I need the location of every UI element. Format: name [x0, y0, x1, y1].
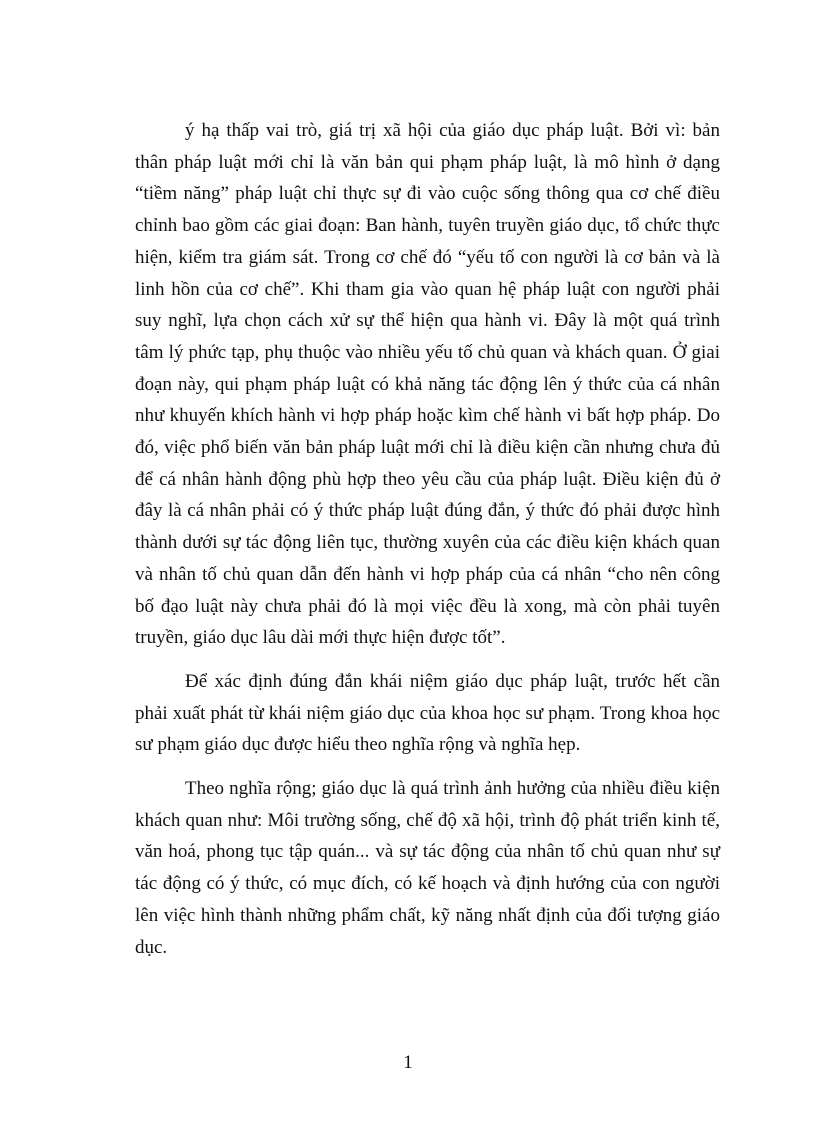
page-number: 1	[403, 1052, 413, 1073]
paragraph-1: ý hạ thấp vai trò, giá trị xã hội của giáo dục pháp luật. Bởi vì: bản thân pháp luật mới chỉ là văn bản qui phạm pháp luật, là mô hình ở dạng “tiềm năng” pháp luật chỉ thực sự đi vào cuộc sống thông qua cơ chế điều chỉnh bao gồm các giai đoạn: Ban hành, tuyên truyền giáo dục, tổ chức thực hiện, kiểm tra giám sát. Trong cơ chế đó “yếu tố con người là cơ bản và là linh hồn của cơ chế”. Khi tham gia vào quan hệ pháp luật con người phải suy nghĩ, lựa chọn cách xử sự thể hiện qua hành vi. Đây là một quá trình tâm lý phức tạp, phụ thuộc vào nhiều yếu tố chủ quan và khách quan. Ở giai đoạn này, qui phạm pháp luật có khả năng tác động lên ý thức của cá nhân như khuyến khích hành vi hợp pháp hoặc kìm chế hành vi bất hợp pháp. Do đó, việc phổ biến văn bản pháp luật mới chỉ là điều kiện cần nhưng chưa đủ để cá nhân hành động phù hợp theo yêu cầu của pháp luật. Điều kiện đủ ở đây là cá nhân phải có ý thức pháp luật đúng đắn, ý thức đó phải được hình thành dưới sự tác động liên tục, thường xuyên của các điều kiện khách quan và nhân tố chủ quan dẫn đến hành vi hợp pháp của cá nhân “cho nên công bố đạo luật này chưa phải đó là mọi việc đều là xong, mà còn phải tuyên truyền, giáo dục lâu dài mới thực hiện được tốt”.	[135, 120, 720, 649]
paragraph-3: Theo nghĩa rộng; giáo dục là quá trình ảnh hưởng của nhiều điều kiện khách quan như: Môi trường sống, chế độ xã hội, trình độ phát triển kinh tế, văn hoá, phong tục tập quán... và sự tác động của nhân tố chủ quan như sự tác động có ý thức, có mục đích, có kế hoạch và định hướng của con người lên việc hình thành những phẩm chất, kỹ năng nhất định của đối tượng giáo dục.	[135, 778, 720, 958]
document-body	[135, 115, 720, 963]
paragraph-2: Để xác định đúng đắn khái niệm giáo dục pháp luật, trước hết cần phải xuất phát từ khái niệm giáo dục của khoa học sư phạm. Trong khoa học sư phạm giáo dục được hiểu theo nghĩa rộng và nghĩa hẹp.	[135, 670, 720, 756]
